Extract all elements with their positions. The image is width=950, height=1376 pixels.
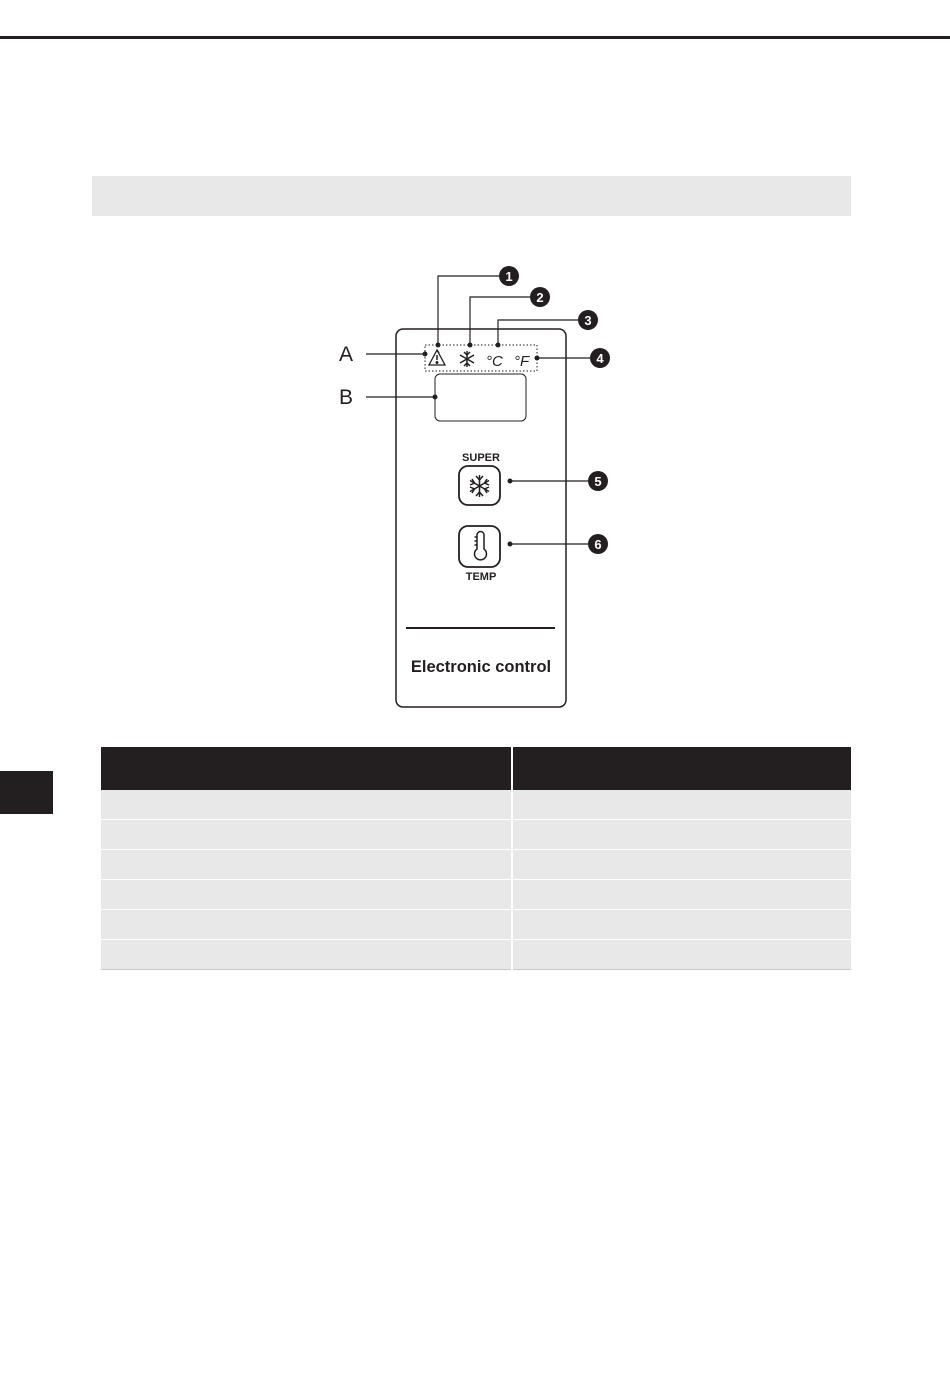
callout-3 [578, 310, 598, 330]
table-row [101, 910, 851, 940]
label-a: A [339, 343, 354, 366]
svg-text:6: 6 [594, 537, 602, 552]
table-cell [101, 940, 512, 970]
snowflake-icon [460, 351, 474, 367]
table-row [101, 790, 851, 820]
specification-table [101, 747, 851, 970]
table-cell [512, 790, 851, 820]
table-row [101, 880, 851, 910]
side-chapter-tab [0, 771, 53, 814]
leader-dots [423, 343, 540, 547]
table-header-cell [101, 747, 512, 790]
table-header-row [101, 747, 851, 790]
display-window [435, 374, 526, 421]
thermometer-icon [475, 532, 487, 560]
table-cell [101, 910, 512, 940]
svg-text:3: 3 [584, 313, 592, 328]
table-row [101, 850, 851, 880]
callout-2 [530, 287, 550, 307]
super-button-label: SUPER [462, 452, 500, 464]
leader-lines [366, 276, 591, 544]
callout-6 [588, 534, 608, 554]
temp-button-label: TEMP [465, 571, 497, 583]
label-b: B [339, 386, 354, 409]
table-cell [101, 850, 512, 880]
snowflake-icon [470, 475, 489, 497]
callout-1 [499, 266, 519, 286]
table-row [101, 940, 851, 970]
celsius-indicator: °C [486, 353, 503, 370]
table-cell [101, 880, 512, 910]
table-cell [512, 820, 851, 850]
table-cell [512, 940, 851, 970]
callout-5 [588, 471, 608, 491]
table-cell [512, 850, 851, 880]
panel-footer-text: Electronic control [410, 658, 552, 676]
table-cell [512, 910, 851, 940]
svg-text:4: 4 [596, 351, 604, 366]
svg-text:1: 1 [505, 269, 513, 284]
table-cell [512, 880, 851, 910]
table-cell [101, 790, 512, 820]
control-panel-outline [396, 329, 566, 707]
svg-text:5: 5 [594, 474, 602, 489]
svg-text:2: 2 [536, 290, 544, 305]
table-header-cell [512, 747, 851, 790]
callout-4 [590, 348, 610, 368]
table-cell [101, 820, 512, 850]
table-row [101, 820, 851, 850]
warning-icon [429, 350, 445, 365]
fahrenheit-indicator: °F [514, 353, 530, 370]
